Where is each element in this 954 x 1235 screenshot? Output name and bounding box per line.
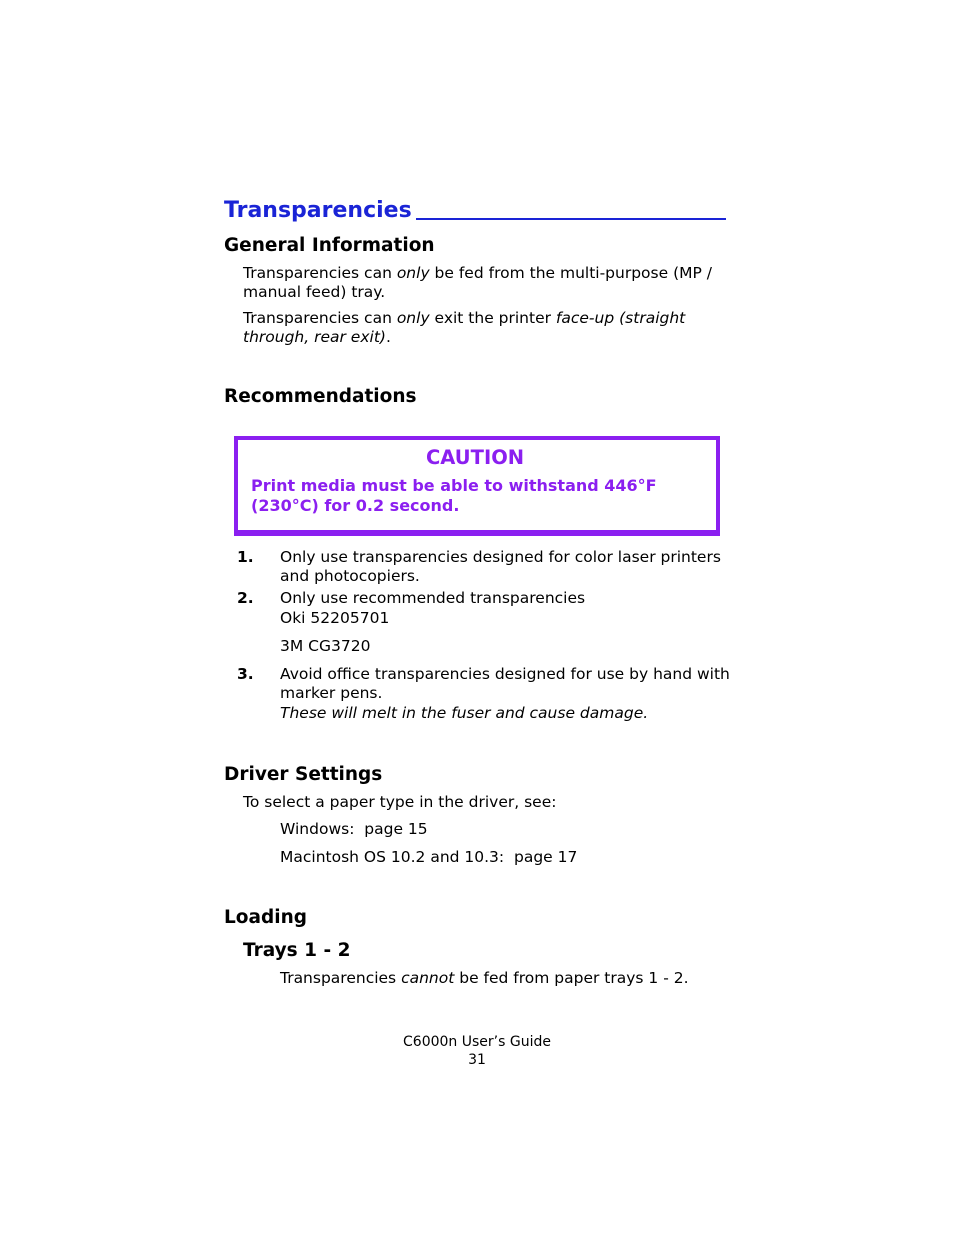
general-info-para2-line2: through, rear exit). [243,328,391,346]
list-item-text: Only use recommended transparencies [280,589,586,607]
list-item-text: Oki 52205701 [280,609,390,627]
loading-text: Transparencies cannot be fed from paper trays 1 - 2. [280,969,689,987]
list-item-number: 3. [237,665,254,683]
general-info-para1-line1: Transparencies can only be fed from the multi-purpose (MP / [243,264,712,282]
trays-subheading: Trays 1 - 2 [243,940,351,961]
loading-heading: Loading [224,907,307,928]
driver-settings-macintosh: Macintosh OS 10.2 and 10.3: page 17 [280,848,578,866]
recommendations-heading: Recommendations [224,386,417,407]
general-information-heading: General Information [224,235,435,256]
caution-text-line1: Print media must be able to withstand 446°F [251,476,657,495]
list-item-text: and photocopiers. [280,567,420,585]
list-item-text: Only use transparencies designed for color laser printers [280,548,721,566]
list-item-number: 1. [237,548,254,566]
caution-text-line2: (230°C) for 0.2 second. [251,496,460,515]
general-info-para1-line2: manual feed) tray. [243,283,386,301]
general-info-para2-line1: Transparencies can only exit the printer face-up (straight [243,309,686,327]
list-item-number: 2. [237,589,254,607]
footer-guide-title: C6000n User’s Guide [403,1034,551,1050]
footer-page-number: 31 [468,1052,486,1068]
driver-settings-heading: Driver Settings [224,764,383,785]
caution-title: CAUTION [426,446,525,469]
list-item-text: These will melt in the fuser and cause damage. [280,704,649,722]
driver-settings-intro: To select a paper type in the driver, see: [243,793,557,811]
section-title: Transparencies [224,198,412,223]
driver-settings-windows: Windows: page 15 [280,820,428,838]
list-item-text: marker pens. [280,684,383,702]
list-item-text: Avoid office transparencies designed for use by hand with [280,665,730,683]
title-underline-rule [416,218,726,220]
list-item-text: 3M CG3720 [280,637,371,655]
